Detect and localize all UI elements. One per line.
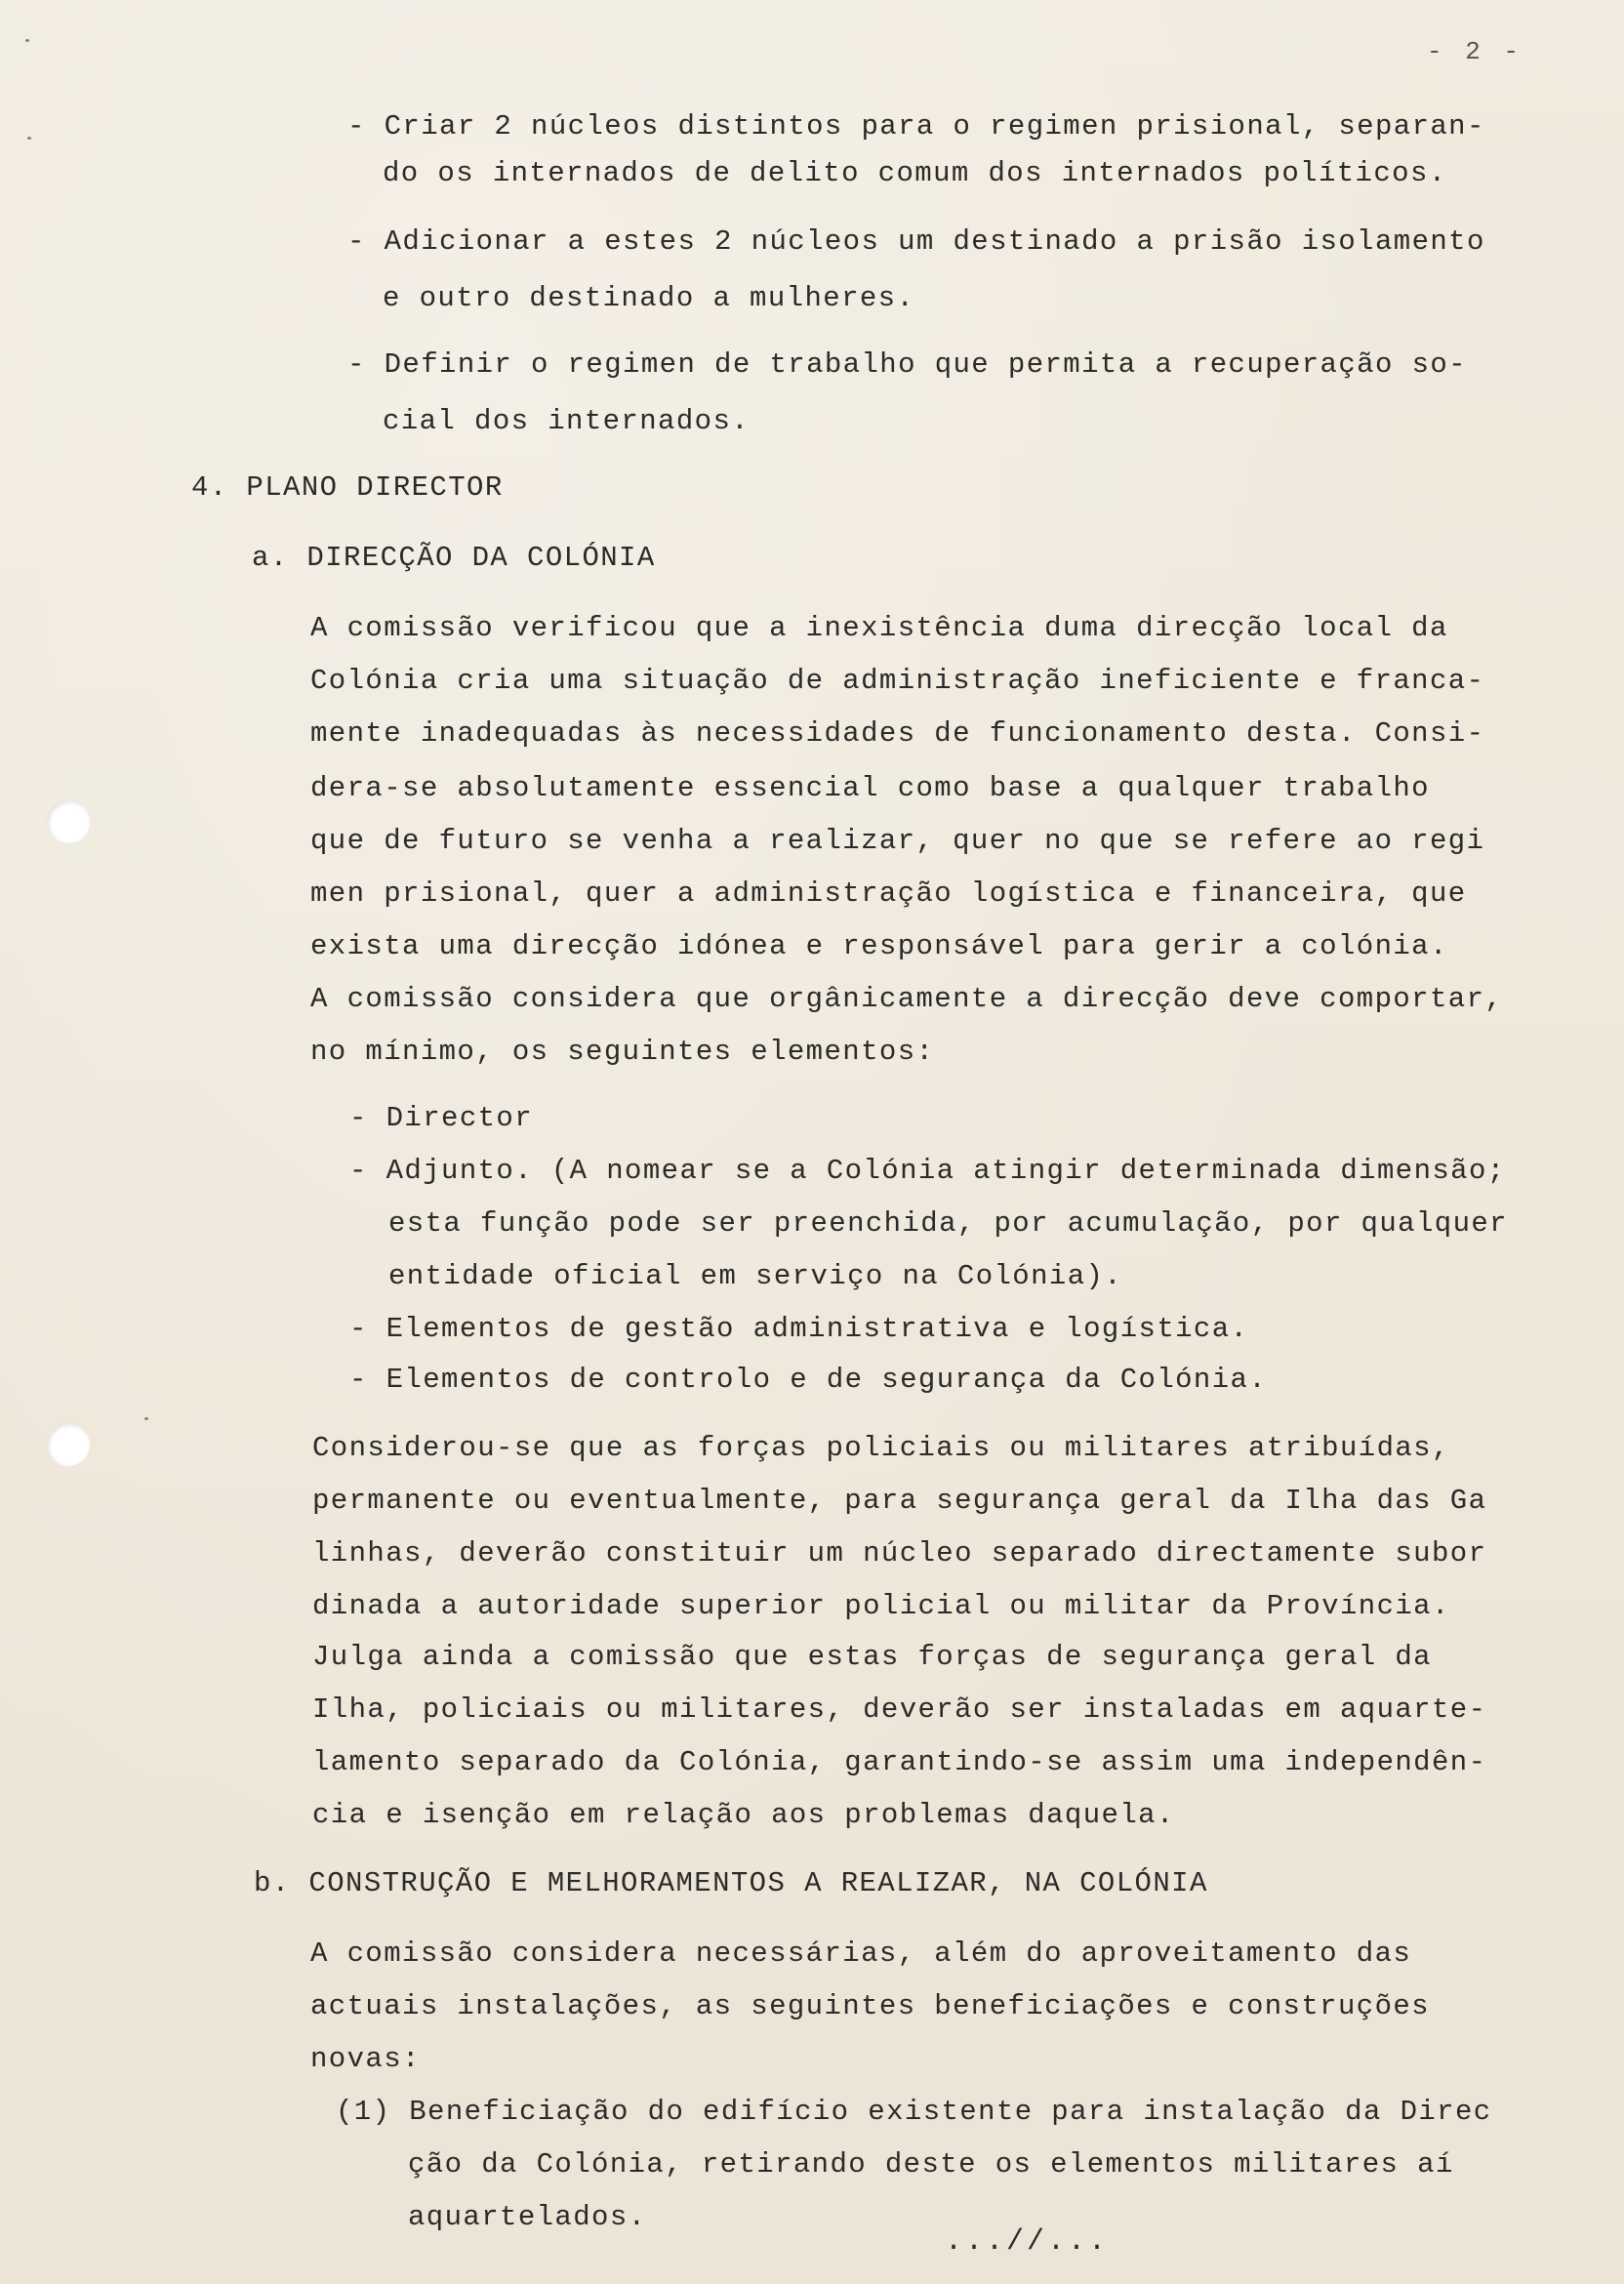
paragraph-line: A comissão verificou que a inexistência duma direcção local da xyxy=(310,612,1448,644)
paragraph-line: A comissão considera que orgânicamente a direcção deve comportar, xyxy=(310,983,1504,1015)
paper-speck xyxy=(27,137,31,140)
paragraph-line: Julga ainda a comissão que estas forças de segurança geral da xyxy=(312,1641,1432,1673)
paragraph-line: lamento separado da Colónia, garantindo-se assim uma independên- xyxy=(312,1746,1487,1778)
punch-hole xyxy=(47,800,90,843)
paper-speck xyxy=(25,39,29,42)
paragraph-line: no mínimo, os seguintes elementos: xyxy=(310,1036,935,1068)
subsection-heading: a. DIRECÇÃO DA COLÓNIA xyxy=(252,542,656,574)
paragraph-line: linhas, deverão constituir um núcleo separado directamente subor xyxy=(312,1537,1487,1570)
paragraph-line: que de futuro se venha a realizar, quer no que se refere ao regi xyxy=(310,825,1485,857)
subsection-heading: b. CONSTRUÇÃO E MELHORAMENTOS A REALIZAR, NA COLÓNIA xyxy=(254,1867,1208,1899)
paragraph-line: Considerou-se que as forças policiais ou militares atribuídas, xyxy=(312,1432,1450,1464)
list-item: esta função pode ser preenchida, por acumulação, por qualquer xyxy=(388,1207,1508,1240)
punch-hole xyxy=(47,1423,90,1466)
paragraph-line: A comissão considera necessárias, além do aproveitamento das xyxy=(310,1937,1412,1970)
intro-bullet-line: - Criar 2 núcleos distintos para o regimen prisional, separan- xyxy=(347,110,1485,143)
numbered-item: (1) Beneficiação do edifício existente para instalação da Direc xyxy=(336,2096,1492,2128)
page-number: - 2 - xyxy=(1427,37,1523,66)
list-item: - Elementos de controlo e de segurança da Colónia. xyxy=(349,1364,1268,1396)
paragraph-line: cia e isenção em relação aos problemas daquela. xyxy=(312,1799,1175,1831)
intro-bullet-line: cial dos internados. xyxy=(383,405,751,437)
numbered-item: aquartelados. xyxy=(408,2201,647,2233)
paragraph-line: dinada a autoridade superior policial ou militar da Província. xyxy=(312,1590,1450,1622)
list-item: - Adjunto. (A nomear se a Colónia atingir determinada dimensão; xyxy=(349,1155,1506,1187)
paragraph-line: novas: xyxy=(310,2043,421,2075)
paragraph-line: Ilha, policiais ou militares, deverão ser instaladas em aquarte- xyxy=(312,1693,1487,1726)
intro-bullet-line: do os internados de delito comum dos internados políticos. xyxy=(383,157,1447,189)
intro-bullet-line: - Definir o regimen de trabalho que permita a recuperação so- xyxy=(347,348,1467,381)
list-item: - Director xyxy=(349,1102,534,1134)
paragraph-line: permanente ou eventualmente, para segurança geral da Ilha das Ga xyxy=(312,1485,1487,1517)
paragraph-line: actuais instalações, as seguintes beneficiações e construções xyxy=(310,1990,1430,2022)
paragraph-line: men prisional, quer a administração logística e financeira, que xyxy=(310,877,1467,910)
list-item: - Elementos de gestão administrativa e logística. xyxy=(349,1313,1249,1345)
continuation-mark: ...//... xyxy=(945,2225,1110,2259)
paper-speck xyxy=(144,1417,148,1420)
paragraph-line: dera-se absolutamente essencial como base a qualquer trabalho xyxy=(310,772,1430,804)
paragraph-line: exista uma direcção idónea e responsável para gerir a colónia. xyxy=(310,930,1448,962)
list-item: entidade oficial em serviço na Colónia). xyxy=(388,1260,1123,1292)
numbered-item: ção da Colónia, retirando deste os elementos militares aí xyxy=(408,2148,1454,2181)
intro-bullet-line: - Adicionar a estes 2 núcleos um destinado a prisão isolamento xyxy=(347,225,1485,258)
section-heading: 4. PLANO DIRECTOR xyxy=(191,471,504,504)
paragraph-line: Colónia cria uma situação de administração ineficiente e franca- xyxy=(310,665,1485,697)
intro-bullet-line: e outro destinado a mulheres. xyxy=(383,282,915,314)
paragraph-line: mente inadequadas às necessidades de funcionamento desta. Consi- xyxy=(310,717,1485,750)
